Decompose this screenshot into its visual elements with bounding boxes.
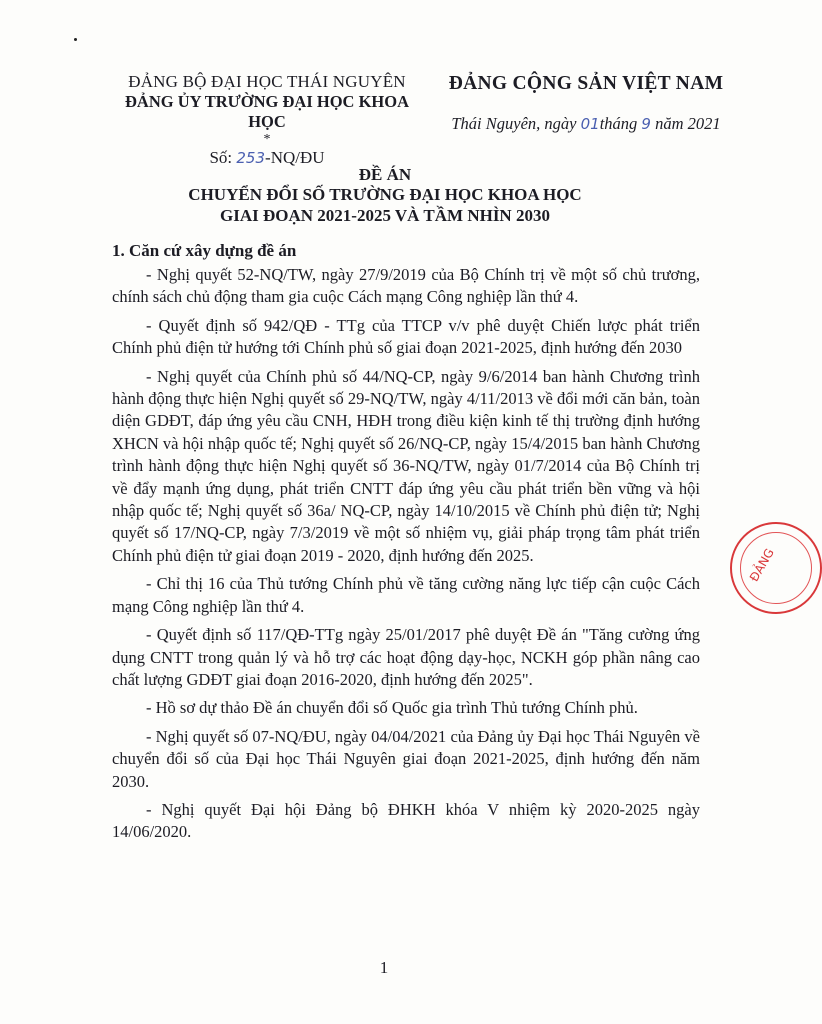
paragraph: - Hồ sơ dự thảo Đề án chuyển đổi số Quốc gia trình Thủ tướng Chính phủ. xyxy=(146,698,638,718)
document-title-line-2: CHUYỂN ĐỔI SỐ TRƯỜNG ĐẠI HỌC KHOA HỌC xyxy=(188,185,582,204)
year-text: năm 2021 xyxy=(655,114,721,133)
issuing-authority xyxy=(108,72,426,168)
paragraph: - Chỉ thị 16 của Thủ tướng Chính phủ về tăng cường năng lực tiếp cận cuộc Cách mạng Công nghiệp lần thứ 4. xyxy=(112,574,700,616)
paragraph: - Nghị quyết 52-NQ/TW, ngày 27/9/2019 của Bộ Chính trị về một số chủ trương, chính sách chủ động tham gia cuộc Cách mạng Công nghiệp lần thứ 4. xyxy=(112,265,700,307)
paragraph: - Nghị quyết Đại hội Đảng bộ ĐHKH khóa V nhiệm kỳ 2020-2025 ngày 14/06/2020. xyxy=(112,799,700,842)
header-star: * xyxy=(263,132,271,147)
document-title-line-3: GIAI ĐOẠN 2021-2025 VÀ TẦM NHÌN 2030 xyxy=(220,206,550,225)
scan-speck xyxy=(74,38,77,41)
doc-no-suffix: -NQ/ĐU xyxy=(265,148,325,167)
page-number: 1 xyxy=(379,958,389,977)
paragraph: - Quyết định số 942/QĐ - TTg của TTCP v/v phê duyệt Chiến lược phát triển Chính phủ điện tử hướng tới Chính phủ số giai đoạn 2021-2025, định hướng đến 2030 xyxy=(112,315,700,358)
document-title-line-1: ĐỀ ÁN xyxy=(358,165,412,184)
nation-title: ĐẢNG CỘNG SẢN VIỆT NAM xyxy=(448,73,724,94)
paragraph: - Quyết định số 117/QĐ-TTg ngày 25/01/2017 phê duyệt Đề án "Tăng cường ứng dụng CNTT trong quản lý và hỗ trợ các hoạt động dạy-học, NCKH góp phần nâng cao chất lượng GDĐT giai đoạn 2016-2020, định hướng đến 2025". xyxy=(112,625,700,689)
day-handwritten: 01 xyxy=(580,115,600,133)
place-date-prefix: Thái Nguyên, ngày xyxy=(451,114,577,133)
paragraph: - Nghị quyết của Chính phủ số 44/NQ-CP, ngày 9/6/2014 ban hành Chương trình hành động thực hiện Nghị quyết số 29-NQ/TW, ngày 4/11/2013 về đổi mới căn bản, toàn diện GDĐT, đáp ứng yêu cầu CNH, HĐH trong điều kiện kinh tế thị trường định hướng XHCN và hội nhập quốc tế; Nghị quyết số 26/NQ-CP, ngày 15/4/2015 ban hành Chương trình hành động thực hiện Nghị quyết số 36-NQ/TW, ngày 01/7/2014 của Bộ Chính trị về đẩy mạnh ứng dụng, phát triển CNTT đáp ứng yêu cầu phát triển bền vững và hội nhập quốc tế; Nghị quyết số 36a/ NQ-CP, ngày 14/10/2015 về Chính phủ điện tử; Nghị quyết số 17/NQ-CP, ngày 7/3/2019 về một số nhiệm vụ, giải pháp trọng tâm phát triển Chính phủ điện tử giai đoạn 2019 - 2020, định hướng đến 2025. xyxy=(112,366,700,565)
paragraph: - Nghị quyết số 07-NQ/ĐU, ngày 04/04/2021 của Đảng ủy Đại học Thái Nguyên về chuyển đổi số của Đại học Thái Nguyên giai đoạn 2021-2025, định hướng đến năm 2030. xyxy=(112,726,700,791)
national-header xyxy=(436,72,736,134)
month-handwritten: 9 xyxy=(641,115,651,133)
org-line-1: ĐẢNG BỘ ĐẠI HỌC THÁI NGUYÊN xyxy=(128,72,406,91)
doc-no-prefix: Số: xyxy=(209,148,233,167)
doc-no-handwritten: 253 xyxy=(236,149,266,167)
month-word: tháng xyxy=(599,114,638,133)
section-heading: 1. Căn cứ xây dựng đề án xyxy=(112,241,297,260)
red-seal-stamp xyxy=(730,522,822,614)
place-date xyxy=(436,114,736,134)
body-text xyxy=(112,264,700,850)
seal-text: ĐẢNG xyxy=(746,545,777,585)
org-line-2: ĐẢNG ỦY TRƯỜNG ĐẠI HỌC KHOA HỌC xyxy=(124,92,410,131)
